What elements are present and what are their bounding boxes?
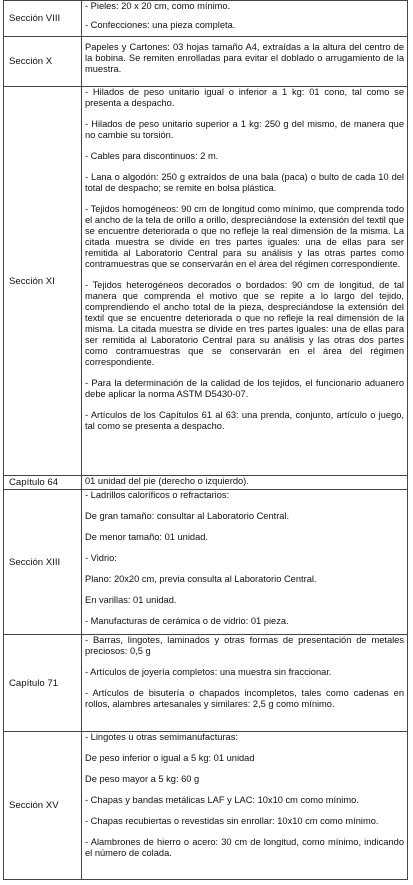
paragraph: - Ladrillos caloríficos o refractarios: (85, 490, 230, 500)
paragraph: Papeles y Cartones: 03 hojas tamaño A4, extraídas a la altura del centro de la bobina. Se remiten enrolladas para evitar el doblado o arrugamiento de la muestra. (85, 42, 404, 74)
paragraph: - Barras, lingotes, laminados y otras formas de presentación de metales preciosos: 0,5 g (85, 635, 404, 656)
row-content (82, 1, 408, 37)
paragraph: - Para la determinación de la calidad de los tejidos, el funcionario aduanero debe aplicar la norma ASTM D5430-07. (85, 378, 404, 399)
paragraph: - Artículos de joyería completos: una muestra sin fraccionar. (85, 667, 332, 677)
row-label: Sección X (4, 37, 82, 87)
paragraph: - Pieles: 20 x 20 cm, como mínimo. (85, 1, 231, 11)
paragraph: De gran tamaño: consultar al Laboratorio Central. (85, 511, 290, 521)
row-content (82, 732, 408, 880)
sampling-table (3, 0, 408, 880)
document-page (3, 0, 408, 880)
row-label: Sección XI (4, 87, 82, 476)
row-label: Sección VIII (4, 1, 82, 37)
table-row (4, 476, 408, 490)
row-content (82, 635, 408, 732)
row-label: Capítulo 71 (4, 635, 82, 732)
paragraph: - Tejidos homogéneos: 90 cm de longitud como mínimo, que comprenda todo el ancho de la tela de orillo a orillo, despreciándose la extensión del textil que se encuentre deteriorada o que no refleje la real dimensión de la misma. La citada muestra se divide en tres partes iguales: una de ellas para ser remitida al Laboratorio Central para su análisis y las otras partes como contramuestras que se conservarán en el área del régimen correspondiente. (85, 204, 404, 269)
paragraph: - Confecciones: una pieza completa. (85, 20, 236, 30)
row-label: Sección XV (4, 732, 82, 880)
paragraph: - Cables para discontinuos: 2 m. (85, 151, 219, 161)
paragraph: - Tejidos heterogéneos decorados o bordados: 90 cm de longitud, de tal manera que comprenda el motivo que se repite a lo largo del tejido, comprendiendo el ancho total de la pieza, despreciándose la extensión del textil que se encuentre deteriorada o que no refleje la real dimensión de la misma. La citada muestra se divide en tres partes iguales: una de ellas para ser remitida al Laboratorio Central para su análisis y las otras dos partes como contramuestras que se conservarán en el área del régimen correspondiente. (85, 280, 404, 367)
table-row (4, 1, 408, 37)
table-row (4, 37, 408, 87)
row-content (82, 37, 408, 87)
row-label: Sección XIII (4, 490, 82, 635)
paragraph: 01 unidad del pie (derecho o izquierdo). (85, 476, 249, 486)
paragraph: - Chapas y bandas metálicas LAF y LAC: 10x10 cm como mínimo. (85, 795, 359, 805)
paragraph: - Lana o algodón: 250 g extraídos de una bala (paca) o bulto de cada 10 del total de despacho; se remite en bolsa plástica. (85, 172, 404, 193)
paragraph: Plano: 20x20 cm, previa consulta al Laboratorio Central. (85, 574, 317, 584)
row-content (82, 490, 408, 635)
paragraph: De menor tamaño: 01 unidad. (85, 532, 209, 542)
paragraph: - Hilados de peso unitario igual o inferior a 1 kg: 01 cono, tal como se presenta a despacho. (85, 87, 404, 108)
paragraph: - Manufacturas de cerámica o de vidrio: 01 pieza. (85, 616, 289, 626)
paragraph: - Artículos de los Capítulos 61 al 63: una prenda, conjunto, artículo o juego, tal como se presenta a despacho. (85, 410, 404, 431)
table-row (4, 635, 408, 732)
paragraph: De peso mayor a 5 kg: 60 g (85, 774, 200, 784)
paragraph: - Chapas recubiertas o revestidas sin enrollar: 10x10 cm como mínimo. (85, 816, 379, 826)
row-label: Capítulo 64 (4, 476, 82, 490)
paragraph: - Vidrio: (85, 553, 117, 563)
paragraph: - Alambrones de hierro o acero: 30 cm de longitud, como mínimo, indicando el número de colada. (85, 837, 404, 858)
row-content (82, 87, 408, 476)
paragraph: En varillas: 01 unidad. (85, 595, 177, 605)
row-content (82, 476, 408, 490)
table-row (4, 490, 408, 635)
table-row (4, 732, 408, 880)
paragraph: - Hilados de peso unitario superior a 1 kg: 250 g del mismo, de manera que no cambie su torsión. (85, 119, 404, 140)
paragraph: - Lingotes u otras semimanufacturas: (85, 732, 238, 742)
table-row (4, 87, 408, 476)
paragraph: - Artículos de bisutería o chapados incompletos, tales como cadenas en rollos, alambres artesanales y similares: 2,5 g como mínimo. (85, 688, 404, 709)
paragraph: De peso inferior o igual a 5 kg: 01 unidad (85, 753, 255, 763)
